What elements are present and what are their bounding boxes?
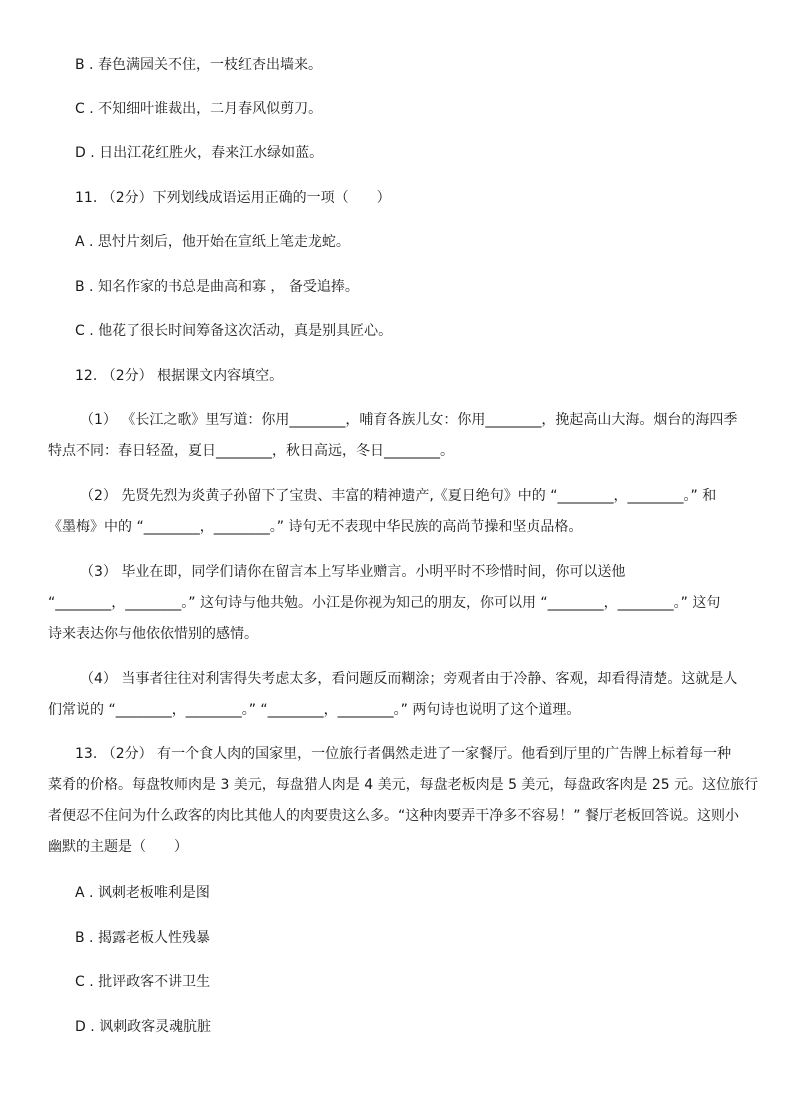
q12-stem: 12. （2分） 根据课文内容填空。 xyxy=(75,368,284,384)
q12-part3-line3: 诗来表达你与他依依惜别的感情。 xyxy=(48,626,258,642)
q12-part2-line2: 《墨梅》中的 “________，________。” 诗句无不表现中华民族的高尚节操和坚贞品格。 xyxy=(48,519,583,535)
q13-option-b: B . 揭露老板人性残暴 xyxy=(75,930,210,946)
q12-part4-line1: （4） 当事者往往对利害得失考虑太多，看问题反而糊涂；旁观者由于冷静、客观，却看得清楚。这就是人 xyxy=(80,671,738,687)
q11-option-c: C . 他花了很长时间筹备这次活动，真是别具匠心。 xyxy=(75,323,393,339)
q13-line2: 菜肴的价格。每盘牧师肉是 3 美元，每盘猎人肉是 4 美元，每盘老板肉是 5 美元，每盘政客肉是 25 元。这位旅行 xyxy=(48,777,759,793)
q11-option-b: B . 知名作家的书总是曲高和寡 ， 备受追捧。 xyxy=(75,279,359,295)
q12-part1-line1: （1） 《长江之歌》里写道：你用________，哺育各族儿女：你用________，挽起高山大海。烟台的海四季 xyxy=(80,412,738,428)
q13-option-a: A . 讽刺老板唯利是图 xyxy=(75,885,210,901)
q12-part2-line1: （2） 先贤先烈为炎黄子孙留下了宝贵、丰富的精神遗产,《夏日绝句》中的 “________，________。” 和 xyxy=(80,488,717,504)
q13-line1: 13. （2分） 有一个食人肉的国家里，一位旅行者偶然走进了一家餐厅。他看到厅里的广告牌上标着每一种 xyxy=(75,746,732,762)
q12-part3-line1: （3） 毕业在即，同学们请你在留言本上写毕业赠言。小明平时不珍惜时间，你可以送他 xyxy=(80,564,626,580)
q12-part4-line2: 们常说的 “________，________。” “________，________。” 两句诗也说明了这个道理。 xyxy=(48,702,581,718)
q13-option-d: D . 讽刺政客灵魂肮脏 xyxy=(75,1019,212,1035)
q13-line4: 幽默的主题是（ ） xyxy=(48,839,188,855)
q11-stem: 11. （2分）下列划线成语运用正确的一项（ ） xyxy=(75,190,391,206)
q10-option-d: D . 日出江花红胜火，春来江水绿如蓝。 xyxy=(75,145,324,161)
q13-option-c: C . 批评政客不讲卫生 xyxy=(75,974,211,990)
q10-option-c: C . 不知细叶谁裁出，二月春风似剪刀。 xyxy=(75,101,323,117)
q10-option-b: B . 春色满园关不住，一枝红杏出墙来。 xyxy=(75,57,322,73)
q12-part3-line2: “________，________。” 这句诗与他共勉。小江是你视为知己的朋友，你可以用 “________，________。” 这句 xyxy=(48,595,721,611)
q13-line3: 者便忍不住问为什么政客的肉比其他人的肉要贵这么多。“这种肉要弄干净多不容易！” 餐厅老板回答说。这则小 xyxy=(48,808,739,824)
q11-option-a: A . 思忖片刻后，他开始在宣纸上笔走龙蛇。 xyxy=(75,234,350,250)
q12-part1-line2: 特点不同：春日轻盈，夏日________，秋日高远，冬日________。 xyxy=(48,443,454,459)
